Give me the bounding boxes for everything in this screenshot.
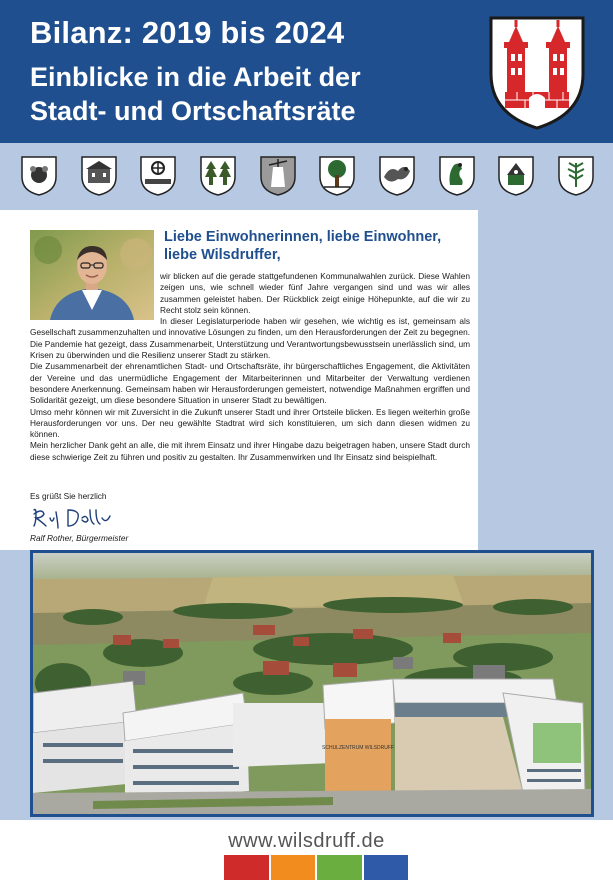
district-arms-icon-5 xyxy=(259,155,297,197)
district-arms-icon-9 xyxy=(497,155,535,197)
subtitle-line-2: Stadt- und Ortschaftsräte xyxy=(30,96,356,126)
greeting-line-2: liebe Wilsdruffer, xyxy=(164,247,281,263)
header-banner xyxy=(0,0,613,143)
color-bar-green xyxy=(317,855,362,880)
letter-paragraph-1: wir blicken auf die gerade stattgefundenen Kommunalwahlen zurück. Diese Wahlen zeigen uns, wie schnell wieder fünf Jahre vergangen sind und was wir alles zusammen geleistet haben. Der Rückblick zeigt einige Höhepunkte, auf die wir zu Recht stolz sein können. xyxy=(160,271,470,315)
district-arms-icon-6 xyxy=(318,155,356,197)
town-coat-of-arms-icon xyxy=(487,14,587,132)
color-bar-red xyxy=(224,855,269,880)
letter-body xyxy=(30,271,470,463)
brand-color-bar xyxy=(224,855,408,880)
district-arms-icon-3 xyxy=(139,155,177,197)
greeting-line-1: Liebe Einwohnerinnen, liebe Einwohner, xyxy=(164,229,442,245)
district-arms-icon-2 xyxy=(80,155,118,197)
district-arms-icon-1 xyxy=(20,155,58,197)
letter-signer: Ralf Rother, Bürgermeister xyxy=(30,533,129,543)
subtitle-line-1: Einblicke in die Arbeit der xyxy=(30,62,361,92)
district-arms-row xyxy=(20,155,595,197)
school-sign: SCHULZENTRUM WILSDRUFF xyxy=(322,745,394,751)
letter-paragraph-4: Umso mehr können wir mit Zuversicht in die Zukunft unserer Stadt und ihrer Ortsteile blicken. Es liegen weiterhin große Herausforderungen vor uns. Der neu gewählte Stadtrat wird sich konstituieren, um sich dann diesen widmen zu können. xyxy=(30,406,470,440)
page-title: Bilanz: 2019 bis 2024 xyxy=(30,15,345,50)
mayor-signature-icon xyxy=(30,504,120,530)
page-subtitle xyxy=(30,60,361,128)
district-arms-icon-7 xyxy=(378,155,416,197)
letter-paragraph-3: Die Zusammenarbeit der ehrenamtlichen Stadt- und Ortschaftsräte, ihr bürgerschaftliches Engagement, die Aktivitäten der Vereine und das unermüdliche Engagement der Mitarbeiterinnen und Mitarbeiter der Verwaltung verdienen besondere Anerkennung. Gemeinsam haben wir Herausforderungen gemeistert, notwendige Maßnahmen ergriffen und Solidarität gezeigt, um diese besondere Situation in unserer Stadt zu bewältigen. xyxy=(30,361,470,406)
school-aerial-photo xyxy=(30,550,594,817)
letter-closing: Es grüßt Sie herzlich xyxy=(30,491,107,501)
letter-paragraph-5: Mein herzlicher Dank geht an alle, die mit ihrem Einsatz und ihrer Hingabe dazu beigetragen haben, unsere Stadt durch diese schwierige Zeit zu führen und positiv zu gestalten. Ihr Zusammenwirken und Ihr Einsatz sind beispielhaft. xyxy=(30,440,470,462)
letter-greeting xyxy=(164,228,474,264)
color-bar-blue xyxy=(364,855,409,880)
district-arms-icon-10 xyxy=(557,155,595,197)
side-strip xyxy=(478,210,613,550)
district-arms-icon-4 xyxy=(199,155,237,197)
color-bar-orange xyxy=(271,855,316,880)
district-arms-icon-8 xyxy=(438,155,476,197)
footer-url[interactable]: www.wilsdruff.de xyxy=(228,830,385,852)
letter-paragraph-2: In dieser Legislaturperiode haben wir gesehen, wie wichtig es ist, gemeinsam als Gesellschaft zusammenzuhalten und innovative Lösungen zu finden, um den Herausforderungen der Zeit zu begegnen. Die Pandemie hat gezeigt, dass Zusammenarbeit, Unterstützung und Verantwortungsbewusstsein unerlässlich sind, um Krisen zu überwinden und die Resilienz unserer Stadt zu stärken. xyxy=(30,316,470,361)
